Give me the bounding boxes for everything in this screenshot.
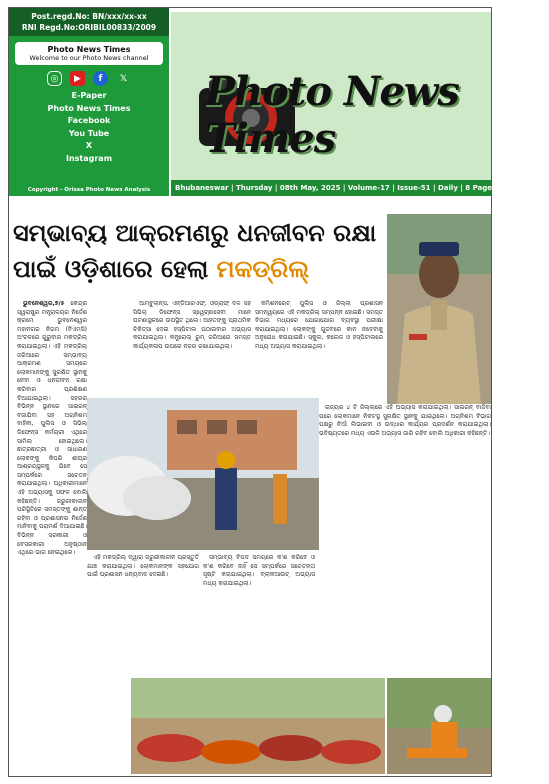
rni-regd-number: RNI Regd.No:ORIBIL00833/2009 <box>21 23 157 32</box>
headline-emphasis: ମକଡ୍ରିଲ୍ <box>216 255 310 283</box>
rescue-drill-photo <box>387 678 491 774</box>
promo-title: Photo News Times <box>47 45 131 54</box>
masthead-info-panel <box>9 8 169 196</box>
link-facebook[interactable]: Facebook <box>67 116 111 126</box>
copyright-line: Copyright - Orissa Photo News Analysis <box>27 187 151 193</box>
column-1-text: କେନ୍ଦ୍ର ସ୍ୱରାଷ୍ଟ୍ର ମନ୍ତ୍ରାଳୟର ନିର୍ଦ୍ଦେଶ କ୍ରମେ ଭୁବନେଶ୍ୱର ମହାନଗର ନିଗମ (ବିଏମସି) ଅଂଚଳରେ ଗୁରୁବାର ମକଡ୍ରିଲ୍ କରାଯାଇଥିଲା। ଏହି ମକଡ୍ରିଲ୍ ଜରିଆରେ ସମ୍ଭାବ୍ୟ ଆକ୍ରମଣ ସମୟରେ ଲୋକମାନଙ୍କୁ ସୁରକ୍ଷିତ ସ୍ଥାନକୁ ନେବା ଓ ଧନଜୀବନ ରକ୍ଷା କରିବାର ପ୍ରଶିକ୍ଷଣ ଦିଆଯାଇଥିଲା। ସହରର ବିଭିନ୍ନ ସ୍ଥାନରେ ସାଇରନ୍ ବଜାଯିବା ସହ ଅଗ୍ନିଶମ ବାହିନୀ, ପୁଲିସ ଓ ସିଭିଲ୍ ଡିଫେନ୍ସ କର୍ମଚାରୀ ଏଥିରେ ସାମିଲ ହୋଇଥିଲେ। ଛାତ୍ରଛାତ୍ରୀ ଓ ସାଧାରଣ ଲୋକଙ୍କୁ କିପରି ଶୀଘ୍ର ଆଶ୍ରୟସ୍ଥଳକୁ ଯିବେ ସେ ସମ୍ପର୍କରେ ସଚେତନ କରାଯାଇଥିଲା। ଅଧିକାରୀମାନେ ଏହି ଅଭ୍ୟାସକୁ ସଫଳ ବୋଲି କହିଛନ୍ତି। ଜରୁରୀକାଳୀନ ପରିସ୍ଥିତିରେ ସମସ୍ତଙ୍କୁ ଶାନ୍ତ ରହିବା ଓ ପ୍ରଶାସନର ନିର୍ଦ୍ଦେଶ ମାନିବାକୁ ପରାମର୍ଶ ଦିଆଯାଇଛି। ବିଭିନ୍ନ ସରକାରୀ ଓ ବେସରକାରୀ ଅନୁଷ୍ଠାନ ଏଥିରେ ଭାଗ ନେଇଥିଲେ। <box>17 300 87 557</box>
officer-photo <box>387 214 491 404</box>
newspaper-brand: Photo News Times <box>205 68 459 162</box>
headline-line1: ସମ୍ଭାବ୍ୟ ଆକ୍ରମଣରୁ ଧନଜୀବନ ରକ୍ଷା <box>13 219 377 247</box>
fire-drill-illustration <box>87 398 319 550</box>
article-column-right <box>319 404 491 674</box>
link-x[interactable]: X <box>85 141 93 151</box>
article-column-bottom-mid <box>203 554 315 674</box>
link-instagram[interactable]: Instagram <box>65 153 113 163</box>
link-youtube[interactable]: You Tube <box>68 128 110 138</box>
fire-drill-photo <box>87 398 319 550</box>
article-column-bottom-left <box>87 554 199 674</box>
post-regd-number: Post.regd.No: BN/xxx/xx-xx <box>31 12 147 21</box>
article-column-2 <box>133 300 251 396</box>
registration-block <box>9 8 169 36</box>
channel-links <box>9 90 169 166</box>
column-2-text: ଆମ୍ବୁଲାନ୍ସ, ଏନ୍‌ଡିଆରଏଫ୍, ଓଡ୍ରାଫ୍ ଦଳ ସହ ସିଭିଲ୍ ଡିଫେନ୍ସ ସ୍ୱେଚ୍ଛାସେବୀ ମାନେ ଘଟଣାସ୍ଥଳରେ ଉପସ୍ଥିତ ଥିଲେ। ଆହତଙ୍କୁ ପ୍ରାଥମିକ ଚିକିତ୍ସା ଦେଇ ହସ୍ପିଟାଲ ପଠାଇବାର ଅଭ୍ୟାସ କରାଯାଇଥିଲା। କନ୍ଟ୍ରୋଲ୍ ରୁମ୍ ଜରିଆରେ ସମସ୍ତ କାର୍ଯ୍ୟକଳାପ ଉପରେ ନଜର ରଖାଯାଇଥିଲା। <box>133 300 251 350</box>
headline-line2: ପାଇଁ ଓଡ଼ିଶାରେ ହେଲା <box>13 255 217 283</box>
social-icons <box>9 71 169 86</box>
students-drill-photo <box>131 678 385 774</box>
article-column-3 <box>255 300 383 396</box>
instagram-icon[interactable]: ◎ <box>47 71 62 86</box>
link-photo-news-times[interactable]: Photo News Times <box>47 103 131 113</box>
officer-illustration <box>387 214 491 404</box>
article-byline: ଭୁବନେଶ୍ୱର,୭/୫ <box>23 300 65 307</box>
link-epaper[interactable]: E-Paper <box>71 91 107 100</box>
masthead-brand-panel <box>171 12 491 180</box>
article-column-1 <box>17 300 87 672</box>
youtube-icon[interactable]: ▶ <box>70 71 85 86</box>
column-3-text: କମିଶନରେଟ୍ ପୁଲିସ ଓ ଜିଲ୍ଲା ପ୍ରଶାସନ ସମନ୍ୱୟରେ ଏହି ମକଡ୍ରିଲ୍ ସମ୍ପନ୍ନ ହୋଇଛି। ସମସ୍ତ ବିଭାଗ ମଧ୍ୟରେ ଯୋଗାଯୋଗ ବ୍ୟବସ୍ଥା ପରୀକ୍ଷା କରାଯାଇଥିଲା। ଲୋକଙ୍କୁ ଗୁଜବରେ କାନ ନଦେବାକୁ ଅନୁରୋଧ କରାଯାଇଛି। ସ୍କୁଲ, କଲେଜ ଓ ହସ୍ପିଟାଲରେ ମଧ୍ୟ ଅଭ୍ୟାସ କରାଯାଇଥିଲା। <box>255 300 383 350</box>
x-icon[interactable]: 𝕏 <box>119 73 128 84</box>
students-illustration <box>131 678 385 774</box>
rescue-illustration <box>387 678 491 774</box>
newspaper-page <box>8 7 549 777</box>
promo-subtitle: Welcome to our Photo News channel <box>29 54 149 62</box>
channel-promo <box>15 42 163 65</box>
column-bottom-left-text: ଏହି ମକଡ୍ରିଲ୍ ଦ୍ୱାରା ଜରୁରୀକାଳୀନ ପ୍ରସ୍ତୁତି ଯାଞ୍ଚ କରାଯାଇଥିଲା। ଲୋକମାନଙ୍କ ସହଯୋଗ ପାଇଁ ପ୍ରଶାସନ ଧନ୍ୟବାଦ ଦେଇଛି। <box>87 554 199 579</box>
facebook-icon[interactable]: f <box>93 71 108 86</box>
dateline-bar: Bhubaneswar | Thursday | 08th May, 2025 | Volume-17 | Issue-51 | Daily | 8 Pages | Price:Rs.5/- <box>171 180 491 196</box>
column-right-text: ରାଜ୍ୟର ୪ ଟି ଜିଲ୍ଲାରେ ଏହି ଅଭ୍ୟାସ କରାଯାଇଥିଲା। ସାଇରନ୍ ବାଜିବା ପରେ ଲୋକମାନେ ନିକଟସ୍ଥ ସୁରକ୍ଷିତ ସ୍ଥାନକୁ ଯାଇଥିଲେ। ଅଗ୍ନିଶମ ବିଭାଗ ପକ୍ଷରୁ ନିଆଁ ଲିଭାଇବା ଓ ଉଦ୍ଧାର କାର୍ଯ୍ୟର ପ୍ରଦର୍ଶନ କରାଯାଇଥିଲା। ଭବିଷ୍ୟତରେ ମଧ୍ୟ ଏଭଳି ଅଭ୍ୟାସ ଜାରି ରହିବ ବୋଲି ଅଧିକାରୀ କହିଛନ୍ତି। <box>319 404 491 437</box>
column-bottom-mid-text: ସମ୍ଭାବ୍ୟ ବିପଦ ସମୟରେ କ'ଣ କରିବେ ଓ କ'ଣ କରିବେ ନାହିଁ ସେ ସମ୍ପର୍କରେ ସଚେତନତା ସୃଷ୍ଟି କରାଯାଇଥିଲା। ବ୍ଲାକଆଉଟ୍ ଅଭ୍ୟାସ ମଧ୍ୟ କରାଯାଇଥିଲା। <box>203 554 315 587</box>
article-headline <box>13 215 385 287</box>
